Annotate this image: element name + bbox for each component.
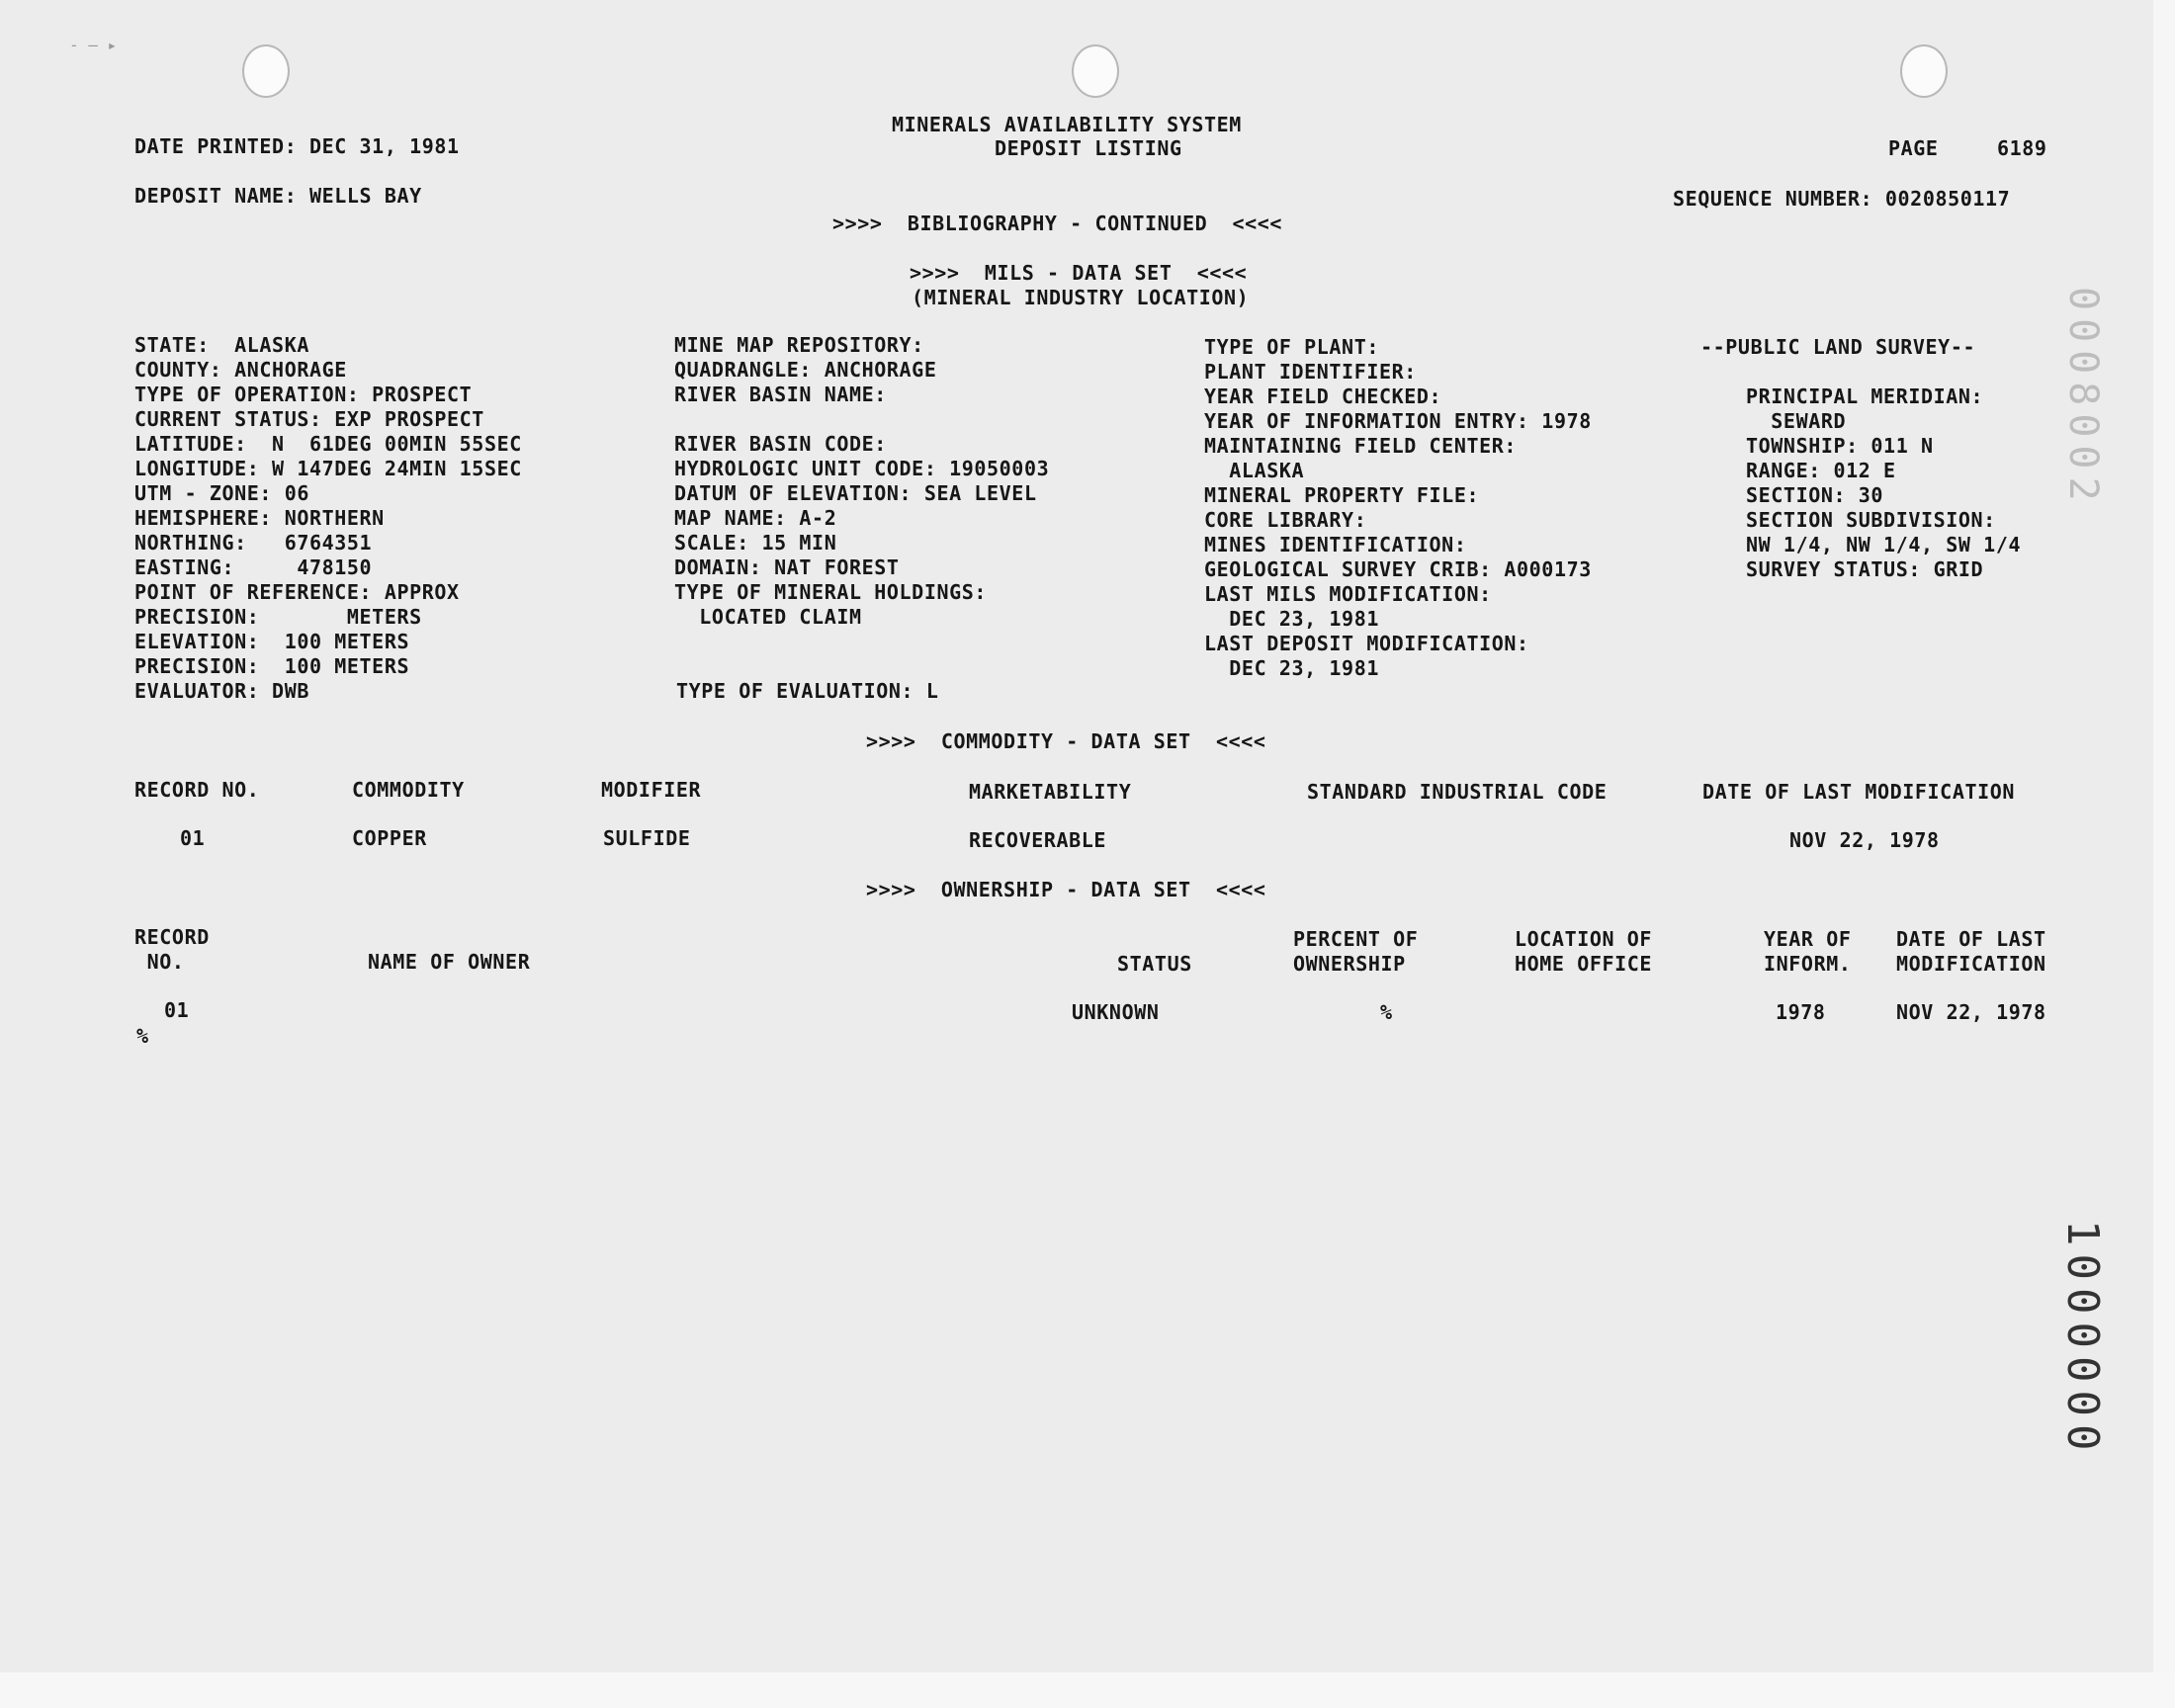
scan-speck: - ‒ ▸ <box>69 36 118 54</box>
field-hemisphere: HEMISPHERE: NORTHERN <box>134 506 385 530</box>
ownership-header-percent-1: PERCENT OF <box>1293 927 1419 951</box>
field-plant-type: TYPE OF PLANT: <box>1204 335 1379 359</box>
ownership-record-no: 01 <box>164 998 190 1022</box>
ownership-header-owner: NAME OF OWNER <box>368 950 531 974</box>
ownership-header-status: STATUS <box>1117 952 1192 976</box>
field-longitude: LONGITUDE: W 147DEG 24MIN 15SEC <box>134 457 522 480</box>
field-scale: SCALE: 15 MIN <box>674 531 837 555</box>
field-mines-identification: MINES IDENTIFICATION: <box>1204 533 1467 556</box>
commodity-header-last-modification: DATE OF LAST MODIFICATION <box>1702 780 2016 804</box>
commodity-name: COPPER <box>352 826 427 850</box>
commodity-header-sic: STANDARD INDUSTRIAL CODE <box>1307 780 1608 804</box>
field-evaluation-type: TYPE OF EVALUATION: L <box>676 679 939 703</box>
commodity-modifier: SULFIDE <box>603 826 691 850</box>
commodity-record-no: 01 <box>180 826 206 850</box>
field-last-deposit-modification-date: DEC 23, 1981 <box>1204 656 1379 680</box>
field-datum-of-elevation: DATUM OF ELEVATION: SEA LEVEL <box>674 481 1037 505</box>
field-easting: EASTING: 478150 <box>134 555 373 579</box>
field-elevation: ELEVATION: 100 METERS <box>134 630 410 653</box>
commodity-last-modification: NOV 22, 1978 <box>1789 828 1940 852</box>
sequence-number: SEQUENCE NUMBER: 0020850117 <box>1673 187 2011 211</box>
field-current-status: CURRENT STATUS: EXP PROSPECT <box>134 407 484 431</box>
frame-number: 1000000 <box>2057 1220 2108 1459</box>
field-maintaining-center: MAINTAINING FIELD CENTER: <box>1204 434 1518 458</box>
field-operation-type: TYPE OF OPERATION: PROSPECT <box>134 383 473 406</box>
field-mineral-property-file: MINERAL PROPERTY FILE: <box>1204 483 1480 507</box>
ownership-title: >>>> OWNERSHIP - DATA SET <<<< <box>866 878 1266 901</box>
commodity-header-marketability: MARKETABILITY <box>969 780 1132 804</box>
field-section-subdivision: SECTION SUBDIVISION: <box>1746 508 1996 532</box>
field-maintaining-center-value: ALASKA <box>1204 459 1305 482</box>
field-hydrologic-unit-code: HYDROLOGIC UNIT CODE: 19050003 <box>674 457 1050 480</box>
commodity-header-record-no: RECORD NO. <box>134 778 260 802</box>
field-year-info-entry: YEAR OF INFORMATION ENTRY: 1978 <box>1204 409 1592 433</box>
field-last-mils-modification-date: DEC 23, 1981 <box>1204 607 1379 631</box>
field-year-field-checked: YEAR FIELD CHECKED: <box>1204 384 1442 408</box>
field-evaluator: EVALUATOR: DWB <box>134 679 309 703</box>
field-township: TOWNSHIP: 011 N <box>1746 434 1934 458</box>
field-elevation-precision: PRECISION: 100 METERS <box>134 654 410 678</box>
field-point-of-reference: POINT OF REFERENCE: APPROX <box>134 580 460 604</box>
field-river-basin-code: RIVER BASIN CODE: <box>674 432 887 456</box>
field-mineral-holdings-value: LOCATED CLAIM <box>674 605 862 629</box>
field-survey-status: SURVEY STATUS: GRID <box>1746 557 1984 581</box>
system-title: MINERALS AVAILABILITY SYSTEM <box>892 113 1242 136</box>
ownership-header-percent-2: OWNERSHIP <box>1293 952 1406 976</box>
field-latitude: LATITUDE: N 61DEG 00MIN 55SEC <box>134 432 522 456</box>
page-edge-right <box>2153 0 2175 1708</box>
field-mineral-holdings-type: TYPE OF MINERAL HOLDINGS: <box>674 580 988 604</box>
field-domain: DOMAIN: NAT FOREST <box>674 555 900 579</box>
ownership-header-no: NO. <box>134 950 185 974</box>
ownership-header-year-2: INFORM. <box>1764 952 1852 976</box>
ownership-header-record: RECORD <box>134 925 210 949</box>
punch-hole-right <box>1900 44 1948 98</box>
ownership-header-year-1: YEAR OF <box>1764 927 1852 951</box>
date-printed: DATE PRINTED: DEC 31, 1981 <box>134 134 460 158</box>
faint-frame-number: 0008002 <box>2060 287 2106 509</box>
field-range: RANGE: 012 E <box>1746 459 1896 482</box>
field-precision: PRECISION: METERS <box>134 605 422 629</box>
field-utm-zone: UTM - ZONE: 06 <box>134 481 309 505</box>
field-last-deposit-modification: LAST DEPOSIT MODIFICATION: <box>1204 632 1529 655</box>
field-principal-meridian-value: SEWARD <box>1746 409 1847 433</box>
page-edge-bottom <box>0 1672 2175 1708</box>
page-label: PAGE <box>1888 136 1939 160</box>
field-last-mils-modification: LAST MILS MODIFICATION: <box>1204 582 1492 606</box>
pls-title: --PUBLIC LAND SURVEY-- <box>1700 335 1976 359</box>
mils-title: >>>> MILS - DATA SET <<<< <box>910 261 1248 285</box>
ownership-percent: % <box>1380 1000 1393 1024</box>
deposit-name: DEPOSIT NAME: WELLS BAY <box>134 184 422 208</box>
field-state: STATE: ALASKA <box>134 333 309 357</box>
field-section: SECTION: 30 <box>1746 483 1884 507</box>
field-plant-identifier: PLANT IDENTIFIER: <box>1204 360 1417 384</box>
field-map-name: MAP NAME: A-2 <box>674 506 837 530</box>
field-river-basin-name: RIVER BASIN NAME: <box>674 383 887 406</box>
commodity-header-modifier: MODIFIER <box>601 778 702 802</box>
commodity-title: >>>> COMMODITY - DATA SET <<<< <box>866 729 1266 753</box>
field-core-library: CORE LIBRARY: <box>1204 508 1367 532</box>
field-quadrangle: QUADRANGLE: ANCHORAGE <box>674 358 937 382</box>
ownership-header-location-1: LOCATION OF <box>1515 927 1653 951</box>
field-geological-survey-crib: GEOLOGICAL SURVEY CRIB: A000173 <box>1204 557 1592 581</box>
ownership-header-lastmod-2: MODIFICATION <box>1896 952 2046 976</box>
ownership-year: 1978 <box>1776 1000 1826 1024</box>
field-northing: NORTHING: 6764351 <box>134 531 373 555</box>
field-principal-meridian: PRINCIPAL MERIDIAN: <box>1746 384 1984 408</box>
field-mine-map-repository: MINE MAP REPOSITORY: <box>674 333 924 357</box>
listing-title: DEPOSIT LISTING <box>995 136 1182 160</box>
commodity-header-commodity: COMMODITY <box>352 778 465 802</box>
bibliography-continued: >>>> BIBLIOGRAPHY - CONTINUED <<<< <box>832 212 1283 235</box>
trailing-percent-mark: % <box>136 1024 149 1048</box>
ownership-header-location-2: HOME OFFICE <box>1515 952 1653 976</box>
ownership-status: UNKNOWN <box>1072 1000 1160 1024</box>
ownership-last-modification: NOV 22, 1978 <box>1896 1000 2046 1024</box>
field-section-subdivision-value: NW 1/4, NW 1/4, SW 1/4 <box>1746 533 2022 556</box>
ownership-header-lastmod-1: DATE OF LAST <box>1896 927 2046 951</box>
commodity-marketability: RECOVERABLE <box>969 828 1107 852</box>
field-county: COUNTY: ANCHORAGE <box>134 358 347 382</box>
mils-subtitle: (MINERAL INDUSTRY LOCATION) <box>912 286 1250 309</box>
punch-hole-left <box>242 44 290 98</box>
punch-hole-center <box>1072 44 1119 98</box>
page-number: 6189 <box>1997 136 2047 160</box>
